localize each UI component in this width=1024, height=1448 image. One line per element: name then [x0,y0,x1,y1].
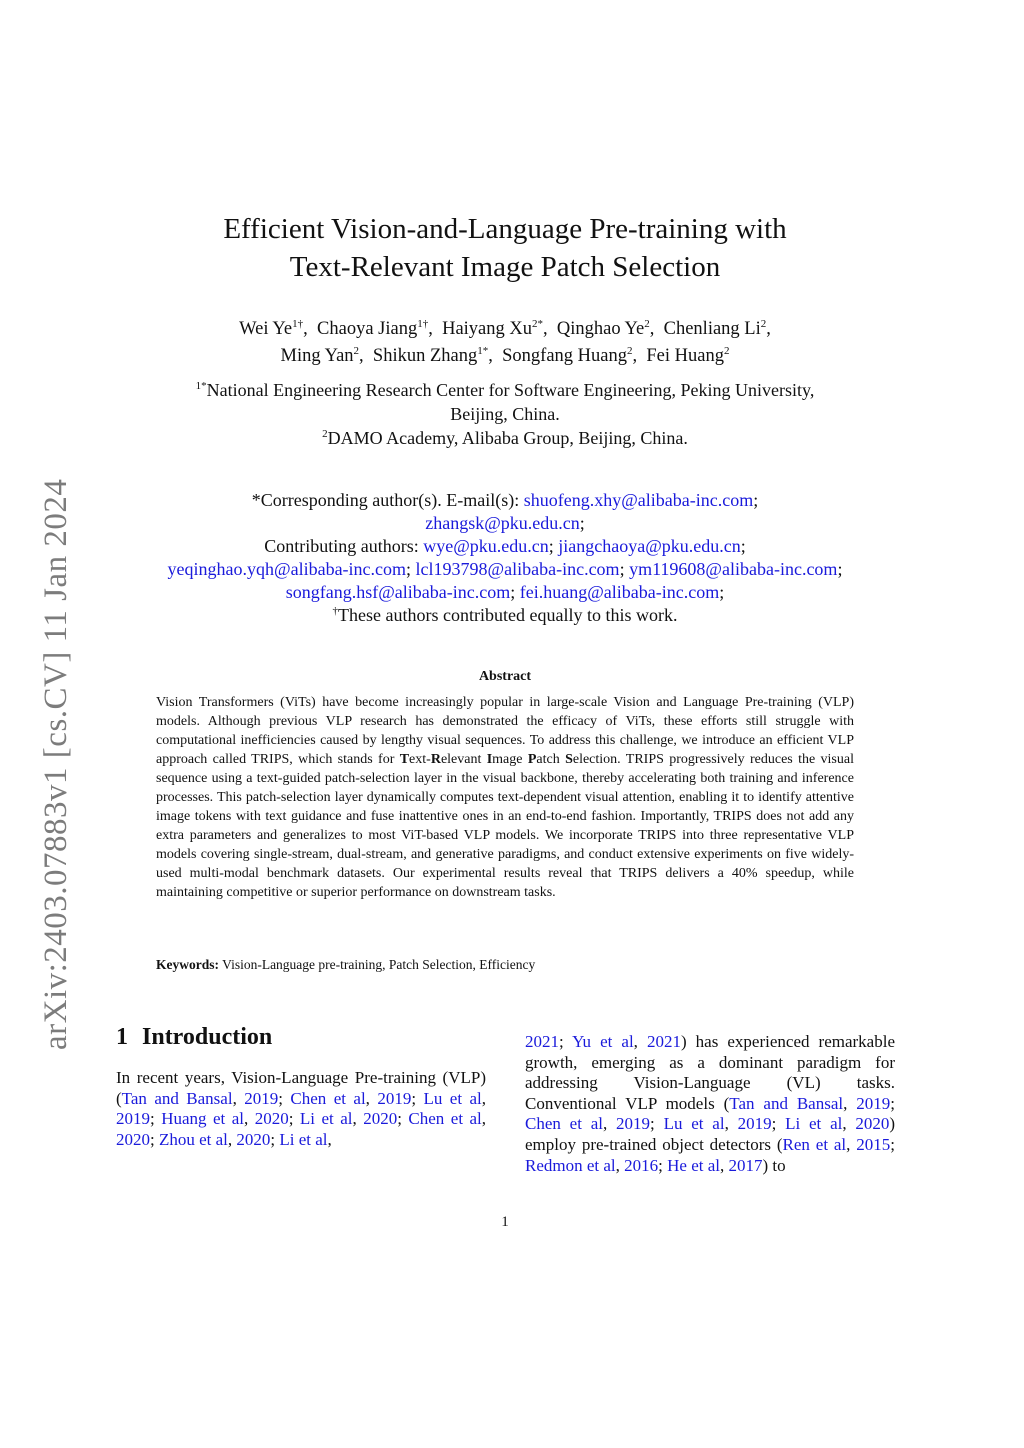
author-name: Qinghao Ye [556,319,645,339]
author-mark: 2 [626,345,633,357]
paper-title [0,210,1010,286]
affiliation-mark: 2 [322,428,328,440]
author-mark: 2* [532,318,543,330]
arxiv-sidebar-stamp: arXiv:2403.07883v1 [cs.CV] 11 Jan 2024 [38,478,74,1050]
citation-link[interactable]: Yu et al [572,1032,634,1051]
acronym-rest: atch [536,752,566,767]
contributing-line-3: songfang.hsf@alibaba-inc.com; fei.huang@alibaba-inc.com; [285,582,725,602]
email-link[interactable]: jiangchaoya@pku.edu.cn [558,536,741,556]
citation-link[interactable]: Chen et al [290,1088,366,1108]
affiliation-1-text: National Engineering Research Center for Software Engineering, Peking University, [206,380,815,400]
abstract-body [156,693,854,902]
affiliation-1 [0,378,1010,402]
author-mark: 2 [353,345,360,357]
contributing-label: Contributing authors: [264,536,424,556]
acronym-letter: T [399,752,410,767]
acronym-letter: P [527,752,537,767]
affiliations [0,378,1010,450]
email-link[interactable]: yeqinghao.yqh@alibaba-inc.com [167,559,407,579]
keywords [156,955,854,974]
email-link[interactable]: fei.huang@alibaba-inc.com [519,582,720,602]
author-mark: 1† [292,318,304,330]
affiliation-2 [0,426,1010,450]
page-number: 1 [501,1214,509,1230]
affiliation-2-text: DAMO Academy, Alibaba Group, Beijing, China. [327,428,688,448]
email-link[interactable]: zhangsk@pku.edu.cn [425,513,580,533]
author-mark: 1† [417,318,429,330]
title-line-1: Efficient Vision-and-Language Pre-training with [223,213,787,245]
acronym-rest: elevant [440,752,487,767]
author-line-1: Wei $Ye^{1\dagger}$, Chaoya Jiang$^{1\dagger}$, Haiyang $Xu^{2*}$, Qinghao Ye$^2$, Chenliang Li$^2$, [239,318,771,339]
citation-link[interactable]: Li et al [299,1109,353,1129]
abstract-text: Vision Transformers (ViTs) have become increasingly popular in large-scale Vision and Language Pre-training (VLP) models. Although previous VLP research has demonstrated the efficacy of ViTs, these efforts still struggle with computational inefficiencies caused by lengthy visual sequences. To address this challenge, we introduce an efficient VLP approach called TRIPS, which stands for [156,695,854,767]
citation-year-link[interactable]: 2021 [646,1032,681,1051]
section-number: 1 [116,1024,128,1050]
email-link[interactable]: wye@pku.edu.cn [423,536,549,556]
citation-link[interactable]: Redmon et al [525,1155,616,1175]
citation-link[interactable]: Lu et al [663,1114,725,1134]
citation-link[interactable]: He et al [667,1155,720,1175]
citation-link[interactable]: Tan and Bansal [121,1088,233,1108]
author-name: Chenliang Li [663,319,761,339]
citation-year-link[interactable]: 2020 [363,1109,398,1129]
citation-year-link[interactable]: 2020 [236,1129,271,1149]
equal-contribution-note [0,604,1010,627]
email-link[interactable]: songfang.hsf@alibaba-inc.com [285,582,511,602]
author-name: Ming Yan [280,346,354,366]
abstract-heading: Abstract [478,669,532,684]
author-name: Songfang Huang [502,346,627,366]
citation-link[interactable]: Zhou et al [158,1129,228,1149]
citation-link[interactable]: Li et al [279,1129,328,1149]
citation-year-link[interactable]: 2016 [624,1155,659,1175]
corresponding-line-2: zhangsk@pku.edu.cn; [425,513,585,533]
citation-link[interactable]: Lu et al [423,1088,482,1108]
acronym-rest: election [572,752,618,767]
keywords-label: Keywords: [156,957,219,972]
author-name: Wei Ye [239,319,293,339]
citation-year-link[interactable]: 2019 [116,1109,150,1129]
citation-year-link[interactable]: 2021 [525,1032,559,1051]
email-link[interactable]: ym119608@alibaba-inc.com [629,559,838,579]
affiliation-mark: 1* [195,380,207,392]
equal-note-text: These authors contributed equally to this work. [338,605,678,625]
intro-right-column: 2021; Yu et al, 2021) has experienced remarkable growth, emerging as a dominant paradigm for addressing Vision-Language (VL) tasks. Conventional VLP models (Tan and Bansal, 2019; Chen et al, 2019; Lu et al, 2019; Li et al, 2020) employ pre-trained object detectors (Ren et al, 2015; Redmon et al, 2016; He et al, 2017) to [525,1032,896,1175]
section-title: Introduction [142,1024,273,1050]
citation-link[interactable]: Li et al [785,1114,843,1134]
citation-link[interactable]: Chen et al [525,1114,603,1134]
acronym-letter: R [430,752,441,767]
acronym-letter: I [486,752,493,767]
citation-year-link[interactable]: 2019 [377,1088,412,1108]
acronym-rest: mage [492,752,528,767]
author-mark: 1* [477,345,489,357]
intro-left-column: In recent years, Vision-Language Pre-training (VLP) (Tan and Bansal, 2019; Chen et al, 2019; Lu et al, 2019; Huang et al, 2020; Li et al, 2020; Chen et al, 2020; Zhou et al, 2020; Li et al, [116,1068,487,1149]
keywords-text: Vision-Language pre-training, Patch Selection, Efficiency [219,957,536,972]
contact-block [0,489,1010,627]
author-name: Chaoya Jiang [317,319,418,339]
acronym-letter: S [565,752,573,767]
citation-year-link[interactable]: 2019 [856,1093,891,1113]
citation-year-link[interactable]: 2020 [855,1114,890,1134]
citation-link[interactable]: Huang et al [161,1109,244,1129]
body-text: ) employ pre-trained object detectors ( [525,1114,896,1154]
body-text: In recent years, Vision-Language Pre-training (VLP) ( [116,1068,486,1108]
citation-year-link[interactable]: 2019 [244,1088,279,1108]
email-link[interactable]: lcl193798@alibaba-inc.com [415,559,620,579]
citation-year-link[interactable]: 2019 [616,1114,651,1134]
corresponding-line: *Corresponding author(s). E-mail(s): shuofeng.xhy@alibaba-inc.com; [251,490,759,510]
body-text: ) to [762,1155,786,1175]
citation-link[interactable]: Ren et al [782,1134,847,1154]
citation-year-link[interactable]: 2019 [737,1114,772,1134]
citation-year-link[interactable]: 2015 [856,1134,891,1154]
citation-link[interactable]: Chen et al [408,1109,482,1129]
corresponding-label: *Corresponding author(s). E-mail(s): [251,490,524,510]
body-text: ) has experienced remarkable growth, emerging as a dominant paradigm for addressing Vision-Language (VL) tasks. Conventional VLP models ( [525,1032,895,1113]
author-line-2: Ming Yan$^2$, Shikun Zhang$^{1*}$, Songfang Huang$^2$, Fei Huang$^2$ [280,345,730,366]
citation-year-link[interactable]: 2020 [254,1109,289,1129]
citation-year-link[interactable]: 2017 [728,1155,763,1175]
acronym-rest: ext- [409,752,431,767]
dagger-mark: † [332,605,339,617]
affiliation-1-cont: Beijing, China. [450,404,560,424]
abstract-text: . TRIPS progressively reduces the visual sequence using a text-guided patch-selection layer in the visual backbone, thereby accelerating both training and inference processes. This patch-selection layer dynamically computes text-dependent visual attention, enabling it to identify attentive image tokens with text guidance and fuse inattentive ones in an end-to-end fashion. Importantly, TRIPS does not add any extra parameters and generalizes to most ViT-based VLP models. We incorporate TRIPS into three representative VLP models covering single-stream, dual-stream, and generative paradigms, and conduct extensive experiments on five widely-used multi-modal benchmark datasets. Our experimental results reveal that TRIPS delivers a 40% speedup, while maintaining competitive or superior performance on downstream tasks. [156,752,854,900]
contributing-line: Contributing authors: wye@pku.edu.cn; jiangchaoya@pku.edu.cn; [264,536,746,556]
author-name: Haiyang Xu [442,319,532,339]
email-link[interactable]: shuofeng.xhy@alibaba-inc.com [523,490,754,510]
contributing-line-2: yeqinghao.yqh@alibaba-inc.com; lcl193798@alibaba-inc.com; ym119608@alibaba-inc.com; [167,559,843,579]
section-heading [116,1024,272,1051]
title-line-2: Text-Relevant Image Patch Selection [289,251,721,283]
author-list [0,316,1010,370]
citation-link[interactable]: Tan and Bansal [729,1093,844,1113]
citation-year-link[interactable]: 2020 [116,1129,150,1149]
author-mark: 2 [760,318,767,330]
author-mark: 2 [644,318,650,330]
author-mark: 2 [723,345,730,357]
author-name: Fei Huang [646,346,724,366]
author-name: Shikun Zhang [372,346,478,366]
